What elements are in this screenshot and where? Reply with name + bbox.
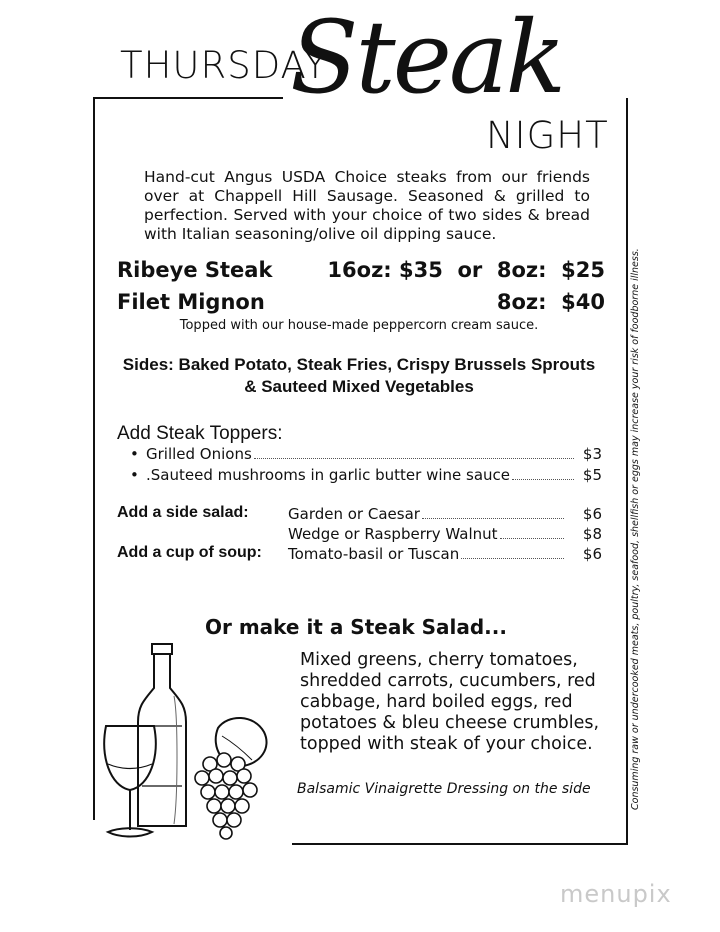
topper-item <box>130 445 602 463</box>
menu-item-price: 8oz: $40 <box>496 290 605 314</box>
bullet-icon: • <box>130 466 139 484</box>
topper-name: Grilled Onions <box>146 445 252 463</box>
menu-item-filet <box>117 290 605 314</box>
bullet-icon: • <box>130 445 139 463</box>
topper-name: .Sauteed mushrooms in garlic butter wine sauce <box>146 466 510 484</box>
addon-price: $6 <box>582 505 602 523</box>
leader-dots <box>512 479 574 480</box>
steak-salad-heading: Or make it a Steak Salad... <box>205 615 507 639</box>
soup-label: Add a cup of soup: <box>117 544 262 561</box>
menu-item-price: 16oz: $35 or 8oz: $25 <box>327 258 605 282</box>
toppers-heading: Add Steak Toppers: <box>117 423 283 444</box>
menupix-watermark: menupix <box>560 880 672 908</box>
side-salad-label: Add a side salad: <box>117 504 249 521</box>
menu-item-name: Filet Mignon <box>117 290 265 314</box>
title-night: NIGHT <box>486 114 609 157</box>
leader-dots <box>422 518 564 519</box>
sides-section <box>94 354 624 398</box>
sides-line-1: Sides: Baked Potato, Steak Fries, Crispy Brussels Sprouts <box>122 355 596 374</box>
addon-price: $8 <box>582 525 602 543</box>
title-steak-script: Steak <box>290 0 564 116</box>
addon-name: Garden or Caesar <box>288 505 420 523</box>
steak-salad-description: Mixed greens, cherry tomatoes, shredded carrots, cucumbers, red cabbage, hard boiled eggs, red potatoes & bleu cheese crumbles, topped with steak of your choice. <box>300 650 600 754</box>
leader-dots <box>500 538 564 539</box>
frame-right-line <box>626 98 628 843</box>
sides-line-2: & Sauteed Mixed Vegetables <box>244 377 474 396</box>
addon-row <box>288 525 602 543</box>
topper-price: $5 <box>582 466 602 484</box>
menu-item-ribeye <box>117 258 605 282</box>
leader-dots <box>461 558 564 559</box>
intro-paragraph: Hand-cut Angus USDA Choice steaks from our friends over at Chappell Hill Sausage. Seasoned & grilled to perfection. Served with your choice of two sides & bread with Italian seasoning/olive oil dipping sauce. <box>144 168 590 243</box>
topper-price: $3 <box>582 445 602 463</box>
topper-item <box>130 466 602 484</box>
frame-left-line <box>93 97 95 820</box>
wine-grapes-illustration <box>98 636 288 846</box>
frame-top-line <box>93 97 283 99</box>
addon-name: Wedge or Raspberry Walnut <box>288 525 498 543</box>
filet-note: Topped with our house-made peppercorn cream sauce. <box>179 318 539 333</box>
addon-name: Tomato-basil or Tuscan <box>288 545 460 563</box>
food-safety-disclaimer: Consuming raw or undercooked meats, poultry, seafood, shellfish or eggs may increase your risk of foodborne illness. <box>630 248 641 810</box>
addon-price: $6 <box>582 545 602 563</box>
title-thursday: THURSDAY <box>120 44 328 87</box>
frame-bottom-line <box>292 843 628 845</box>
addon-row <box>288 545 602 563</box>
menu-item-name: Ribeye Steak <box>117 258 273 282</box>
addon-row <box>288 505 602 523</box>
dressing-note: Balsamic Vinaigrette Dressing on the side <box>297 781 591 797</box>
leader-dots <box>254 458 574 459</box>
